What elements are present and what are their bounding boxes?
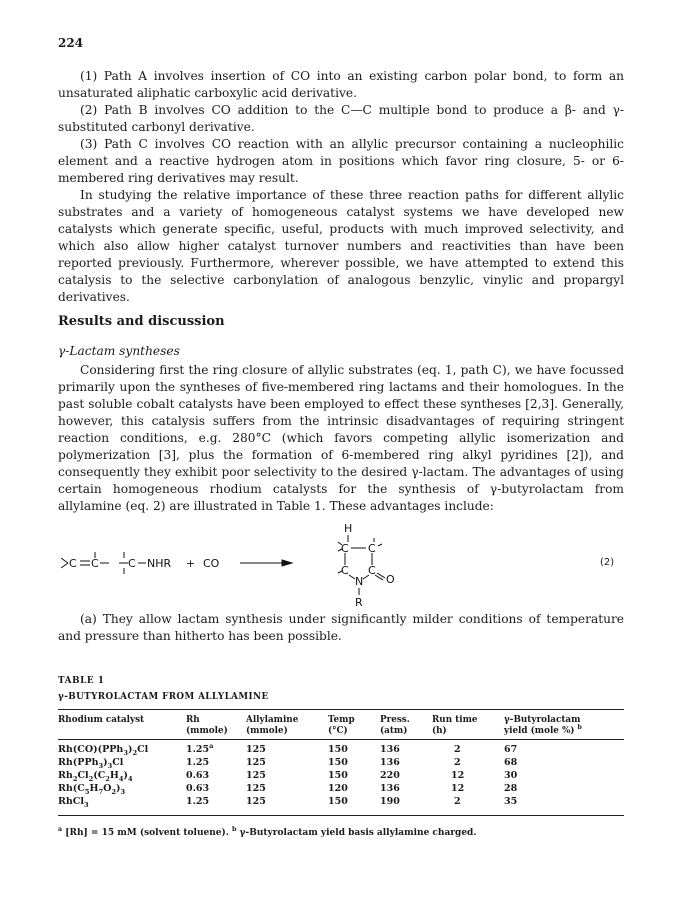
header-yield-footnote-mark: b [577, 724, 582, 732]
header-run-time-line2: (h) [432, 726, 447, 736]
header-allylamine-line1: Allylamine [246, 715, 299, 725]
header-rh-line1: Rh [186, 715, 200, 725]
header-yield-line2 [504, 726, 582, 737]
table-title: γ-BUTYROLACTAM FROM ALLYLAMINE [58, 692, 269, 702]
header-press-line1: Press. [380, 715, 410, 725]
table-row-press: 136 [380, 757, 400, 768]
table-row-allylamine: 125 [246, 770, 266, 781]
table-row-time: 2 [454, 796, 461, 807]
page-number: 224 [58, 36, 84, 50]
table-top-rule [58, 709, 624, 710]
table-row-allylamine: 125 [246, 757, 266, 768]
equation-atom-c: C [69, 557, 77, 570]
table-row-yield: 68 [504, 757, 518, 768]
table-row-allylamine: 125 [246, 796, 266, 807]
table-row-catalyst: $Rh(C_5H_7O_2)_3$ [58, 783, 126, 796]
equation-atom-n: N [355, 575, 364, 588]
header-allylamine-line2: (mmole) [246, 726, 288, 736]
table-header-rule [58, 739, 624, 740]
section-heading: Results and discussion [58, 314, 225, 329]
table-row-rh-footnote-mark: a [209, 741, 214, 750]
table-row-time: 2 [454, 757, 461, 768]
table-row-temp: 120 [328, 783, 348, 794]
lactam-paragraph-block [58, 362, 624, 515]
footnote-a-mark: a [58, 826, 63, 833]
advantage-a-paragraph: (a) They allow lactam synthesis under significantly milder conditions of temperature and pressure than hitherto has been possible. [58, 612, 624, 643]
lactam-paragraph: Considering first the ring closure of allylic substrates (eq. 1, path C), we have focussed primarily upon the syntheses of five-membered ring lactams and their homologues. In the past soluble cobalt catalysts have been employed to effect these syntheses [2,3]. Generally, however, this catalysis suffers from the intrinsic disadvantages of requiring stringent reaction conditions, e.g. 280°C (which favors competing allylic isomerization and polymerization [3], plus the formation of 6-membered ring alkyl pyridines [2]), and consequently they exhibit poor selectivity to the desired γ-lactam. The advantages of using certain homogeneous rhodium catalysts for the synthesis of γ-butyrolactam from allylamine (eq. 2) are illustrated in Table 1. These advantages include: [58, 363, 624, 513]
header-temp [328, 715, 355, 737]
equation-atom-c: C [128, 557, 136, 570]
table-row-time: 2 [454, 744, 461, 755]
table-row-rh: 0.63 [186, 783, 210, 794]
equation-plus: + [186, 557, 196, 570]
table-row-catalyst: RhCl$_3$ [58, 796, 89, 809]
path-b-paragraph: (2) Path B involves CO addition to the C—C multiple bond to produce a β- and γ-substituted carbonyl derivative. [58, 103, 624, 134]
equation-atom-h: H [344, 522, 353, 535]
table-row-rh: 1.25 [186, 796, 210, 807]
table-row-yield: 35 [504, 796, 518, 807]
equation-atom-o: O [386, 573, 395, 586]
table-row-press: 136 [380, 744, 400, 755]
equation-atom-c: C [341, 542, 349, 555]
header-yield-line1: γ-Butyrolactam [504, 715, 581, 725]
table-row-catalyst: $Rh(PPh_3)_3Cl$ [58, 757, 124, 770]
equation-reactant-amine: NHR [147, 557, 172, 570]
table-row-rh-value: 1.25 [186, 744, 210, 755]
header-press-line2: (atm) [380, 726, 408, 736]
advantage-a-block [58, 611, 624, 645]
footnote-b-mark: b [232, 826, 237, 833]
subsection-heading: γ-Lactam syntheses [58, 344, 180, 358]
study-paragraph: In studying the relative importance of these three reaction paths for different allylic substrates and a variety of homogeneous catalyst systems we have developed new catalysts which generate specific, useful, products with much improved selectivity, and which also allow higher catalyst turnover numbers and reactivities than have been reported previously. Furthermore, wherever possible, we have attempted to extend this catalysis to the selective carbonylation of analogous benzylic, vinylic and propargyl derivatives. [58, 188, 624, 304]
table-label: TABLE 1 [58, 676, 105, 686]
table-row-temp: 150 [328, 757, 348, 768]
table-row-press: 220 [380, 770, 400, 781]
table-row-allylamine: 125 [246, 783, 266, 794]
equation-number: (2) [600, 557, 615, 568]
table-bottom-rule [58, 815, 624, 816]
table-row-catalyst: $Rh_2Cl_2(C_2H_4)_4$ [58, 770, 133, 783]
table-row-rh: 1.25 [186, 757, 210, 768]
table-row-press: 190 [380, 796, 400, 807]
header-allylamine [246, 715, 298, 737]
footnote-b-text: γ-Butyrolactam yield basis allylamine charged. [236, 828, 477, 838]
table-row-catalyst: $Rh(CO)(PPh_3)_2Cl$ [58, 744, 149, 757]
header-temp-line1: Temp [328, 715, 355, 725]
table-row-yield: 67 [504, 744, 518, 755]
equation-atom-c: C [368, 564, 376, 577]
equation-2-scheme [58, 522, 578, 610]
header-press [380, 715, 410, 737]
footnote-a-text: [Rh] = 15 mM (solvent toluene). [62, 828, 233, 838]
path-a-paragraph: (1) Path A involves insertion of CO into an existing carbon polar bond, to form an unsaturated aliphatic carboxylic acid derivative. [58, 69, 624, 100]
table-row-allylamine: 125 [246, 744, 266, 755]
table-row-temp: 150 [328, 796, 348, 807]
table-row-time: 12 [451, 783, 465, 794]
header-catalyst: Rhodium catalyst [58, 715, 145, 725]
header-run-time-line1: Run time [432, 715, 478, 725]
table-footnote [58, 828, 476, 838]
reaction-arrow [240, 560, 292, 566]
table-row-yield: 30 [504, 770, 518, 781]
header-yield-line2-text: yield (mole %) [504, 726, 575, 736]
header-rh [186, 715, 228, 737]
table-row-rh [186, 741, 214, 755]
header-rh-line2: (mmole) [186, 726, 228, 736]
equation-co: CO [203, 557, 220, 570]
table-row-press: 136 [380, 783, 400, 794]
equation-atom-c: C [368, 542, 376, 555]
header-run-time [432, 715, 477, 737]
table-row-rh: 0.63 [186, 770, 210, 781]
path-c-paragraph: (3) Path C involves CO reaction with an allylic precursor containing a nucleophilic element and a reactive hydrogen atom in positions which favor ring closure, 5- or 6-membered ring derivatives may result. [58, 137, 624, 185]
table-row-temp: 150 [328, 744, 348, 755]
table-row-yield: 28 [504, 783, 518, 794]
equation-atom-c: C [91, 557, 99, 570]
equation-atom-r: R [355, 596, 363, 609]
intro-paragraphs [58, 68, 624, 306]
table-row-time: 12 [451, 770, 465, 781]
header-temp-line2: (°C) [328, 726, 348, 736]
equation-atom-c: C [341, 564, 349, 577]
table-row-temp: 150 [328, 770, 348, 781]
header-yield [504, 715, 582, 737]
